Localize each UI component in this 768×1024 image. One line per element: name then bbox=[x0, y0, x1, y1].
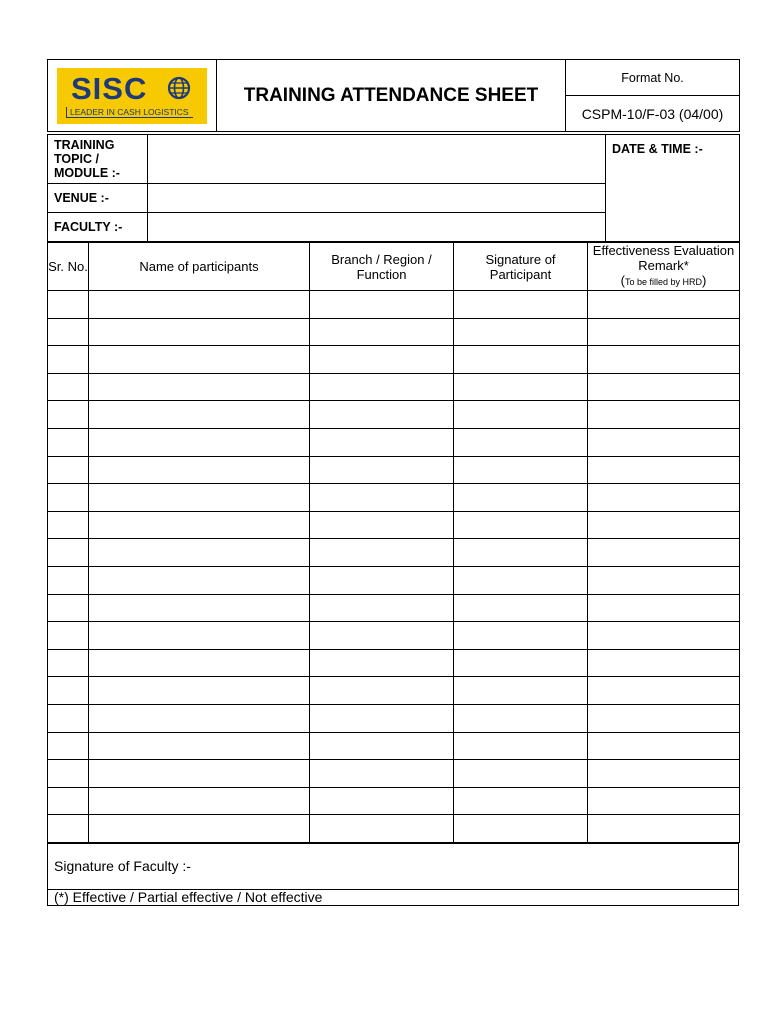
remark-cell[interactable] bbox=[588, 815, 740, 843]
remark-cell[interactable] bbox=[588, 704, 740, 732]
effectiveness-legend: (*) Effective / Partial effective / Not effective bbox=[48, 889, 739, 905]
branch-cell[interactable] bbox=[310, 704, 454, 732]
date-time-label: DATE & TIME :- bbox=[606, 135, 740, 242]
name-cell[interactable] bbox=[89, 677, 310, 705]
branch-cell[interactable] bbox=[310, 291, 454, 319]
name-cell[interactable] bbox=[89, 704, 310, 732]
name-cell[interactable] bbox=[89, 594, 310, 622]
col-signature: Signature of Participant bbox=[454, 243, 588, 291]
name-cell[interactable] bbox=[89, 732, 310, 760]
name-cell[interactable] bbox=[89, 484, 310, 512]
signature-cell[interactable] bbox=[454, 677, 588, 705]
table-row bbox=[48, 428, 740, 456]
faculty-signature[interactable]: Signature of Faculty :- bbox=[48, 843, 739, 889]
signature-cell[interactable] bbox=[454, 484, 588, 512]
sr-no-cell[interactable] bbox=[48, 594, 89, 622]
table-row bbox=[48, 291, 740, 319]
table-row bbox=[48, 318, 740, 346]
sr-no-cell[interactable] bbox=[48, 318, 89, 346]
sr-no-cell[interactable] bbox=[48, 815, 89, 843]
sr-no-cell[interactable] bbox=[48, 346, 89, 374]
topic-label: TRAINING TOPIC / MODULE :- bbox=[48, 135, 148, 184]
remark-cell[interactable] bbox=[588, 511, 740, 539]
name-cell[interactable] bbox=[89, 815, 310, 843]
signature-cell[interactable] bbox=[454, 318, 588, 346]
remark-cell[interactable] bbox=[588, 346, 740, 374]
name-cell[interactable] bbox=[89, 566, 310, 594]
signature-cell[interactable] bbox=[454, 373, 588, 401]
table-row bbox=[48, 401, 740, 429]
signature-cell[interactable] bbox=[454, 511, 588, 539]
remark-cell[interactable] bbox=[588, 594, 740, 622]
table-row bbox=[48, 594, 740, 622]
signature-cell[interactable] bbox=[454, 539, 588, 567]
globe-icon bbox=[167, 76, 191, 100]
remark-cell[interactable] bbox=[588, 291, 740, 319]
branch-cell[interactable] bbox=[310, 649, 454, 677]
remark-cell[interactable] bbox=[588, 539, 740, 567]
signature-cell[interactable] bbox=[454, 704, 588, 732]
branch-cell[interactable] bbox=[310, 318, 454, 346]
table-row bbox=[48, 732, 740, 760]
branch-cell[interactable] bbox=[310, 566, 454, 594]
signature-cell[interactable] bbox=[454, 787, 588, 815]
footer-table bbox=[47, 843, 739, 906]
table-row bbox=[48, 760, 740, 788]
table-row bbox=[48, 566, 740, 594]
venue-field[interactable] bbox=[148, 184, 606, 213]
table-row bbox=[48, 677, 740, 705]
remark-cell[interactable] bbox=[588, 401, 740, 429]
branch-cell[interactable] bbox=[310, 677, 454, 705]
logo-tagline: LEADER IN CASH LOGISTICS bbox=[66, 107, 193, 118]
remark-cell[interactable] bbox=[588, 760, 740, 788]
branch-cell[interactable] bbox=[310, 373, 454, 401]
name-cell[interactable] bbox=[89, 511, 310, 539]
header-table bbox=[47, 59, 740, 132]
name-cell[interactable] bbox=[89, 539, 310, 567]
sr-no-cell[interactable] bbox=[48, 760, 89, 788]
remark-cell[interactable] bbox=[588, 428, 740, 456]
name-cell[interactable] bbox=[89, 373, 310, 401]
remark-cell[interactable] bbox=[588, 622, 740, 650]
remark-cell[interactable] bbox=[588, 373, 740, 401]
sr-no-cell[interactable] bbox=[48, 401, 89, 429]
sr-no-cell[interactable] bbox=[48, 622, 89, 650]
branch-cell[interactable] bbox=[310, 622, 454, 650]
name-cell[interactable] bbox=[89, 401, 310, 429]
col-remark-note: To be filled by HRD bbox=[624, 277, 703, 287]
table-row bbox=[48, 649, 740, 677]
logo-brand: SISC bbox=[71, 70, 148, 106]
faculty-label: FACULTY :- bbox=[48, 213, 148, 242]
logo-cell bbox=[48, 60, 217, 132]
table-row bbox=[48, 484, 740, 512]
sr-no-cell[interactable] bbox=[48, 511, 89, 539]
table-row bbox=[48, 373, 740, 401]
remark-cell[interactable] bbox=[588, 318, 740, 346]
table-row bbox=[48, 704, 740, 732]
branch-cell[interactable] bbox=[310, 511, 454, 539]
branch-cell[interactable] bbox=[310, 539, 454, 567]
branch-cell[interactable] bbox=[310, 484, 454, 512]
name-cell[interactable] bbox=[89, 346, 310, 374]
sr-no-cell[interactable] bbox=[48, 787, 89, 815]
sr-no-cell[interactable] bbox=[48, 456, 89, 484]
sr-no-cell[interactable] bbox=[48, 677, 89, 705]
signature-cell[interactable] bbox=[454, 566, 588, 594]
remark-cell[interactable] bbox=[588, 649, 740, 677]
sr-no-cell[interactable] bbox=[48, 539, 89, 567]
col-sr-no: Sr. No. bbox=[48, 243, 89, 291]
branch-cell[interactable] bbox=[310, 401, 454, 429]
signature-cell[interactable] bbox=[454, 622, 588, 650]
remark-cell[interactable] bbox=[588, 677, 740, 705]
branch-cell[interactable] bbox=[310, 456, 454, 484]
table-row bbox=[48, 346, 740, 374]
signature-cell[interactable] bbox=[454, 291, 588, 319]
remark-cell[interactable] bbox=[588, 484, 740, 512]
name-cell[interactable] bbox=[89, 456, 310, 484]
name-cell[interactable] bbox=[89, 622, 310, 650]
col-remark-label: Effectiveness Evaluation Remark* bbox=[592, 243, 735, 273]
col-name: Name of participants bbox=[89, 243, 310, 291]
col-remark: Effectiveness Evaluation Remark* (To be filled by HRD) bbox=[588, 243, 740, 291]
sr-no-cell[interactable] bbox=[48, 566, 89, 594]
venue-label: VENUE :- bbox=[48, 184, 148, 213]
signature-cell[interactable] bbox=[454, 428, 588, 456]
format-label: Format No. bbox=[566, 60, 740, 96]
signature-cell[interactable] bbox=[454, 649, 588, 677]
format-number: CSPM-10/F-03 (04/00) bbox=[566, 96, 740, 132]
name-cell[interactable] bbox=[89, 428, 310, 456]
table-row bbox=[48, 456, 740, 484]
signature-cell[interactable] bbox=[454, 594, 588, 622]
participants-table bbox=[47, 242, 740, 843]
branch-cell[interactable] bbox=[310, 760, 454, 788]
name-cell[interactable] bbox=[89, 760, 310, 788]
name-cell[interactable] bbox=[89, 318, 310, 346]
attendance-sheet bbox=[47, 59, 739, 906]
signature-cell[interactable] bbox=[454, 815, 588, 843]
sr-no-cell[interactable] bbox=[48, 428, 89, 456]
company-logo bbox=[57, 68, 207, 124]
topic-field[interactable] bbox=[148, 135, 606, 184]
branch-cell[interactable] bbox=[310, 815, 454, 843]
sr-no-cell[interactable] bbox=[48, 649, 89, 677]
sr-no-cell[interactable] bbox=[48, 484, 89, 512]
table-row bbox=[48, 815, 740, 843]
sr-no-cell[interactable] bbox=[48, 373, 89, 401]
branch-cell[interactable] bbox=[310, 732, 454, 760]
remark-cell[interactable] bbox=[588, 732, 740, 760]
remark-cell[interactable] bbox=[588, 787, 740, 815]
table-row bbox=[48, 787, 740, 815]
name-cell[interactable] bbox=[89, 291, 310, 319]
branch-cell[interactable] bbox=[310, 787, 454, 815]
remark-cell[interactable] bbox=[588, 456, 740, 484]
table-row bbox=[48, 622, 740, 650]
sr-no-cell[interactable] bbox=[48, 732, 89, 760]
sr-no-cell[interactable] bbox=[48, 291, 89, 319]
remark-cell[interactable] bbox=[588, 566, 740, 594]
sheet-title: TRAINING ATTENDANCE SHEET bbox=[217, 60, 566, 132]
info-table bbox=[47, 134, 740, 242]
signature-cell[interactable] bbox=[454, 346, 588, 374]
name-cell[interactable] bbox=[89, 649, 310, 677]
signature-cell[interactable] bbox=[454, 401, 588, 429]
signature-cell[interactable] bbox=[454, 456, 588, 484]
name-cell[interactable] bbox=[89, 787, 310, 815]
col-branch: Branch / Region / Function bbox=[310, 243, 454, 291]
signature-cell[interactable] bbox=[454, 760, 588, 788]
table-row bbox=[48, 511, 740, 539]
sr-no-cell[interactable] bbox=[48, 704, 89, 732]
faculty-field[interactable] bbox=[148, 213, 606, 242]
table-row bbox=[48, 539, 740, 567]
branch-cell[interactable] bbox=[310, 594, 454, 622]
participant-rows bbox=[48, 291, 740, 843]
branch-cell[interactable] bbox=[310, 428, 454, 456]
branch-cell[interactable] bbox=[310, 346, 454, 374]
signature-cell[interactable] bbox=[454, 732, 588, 760]
